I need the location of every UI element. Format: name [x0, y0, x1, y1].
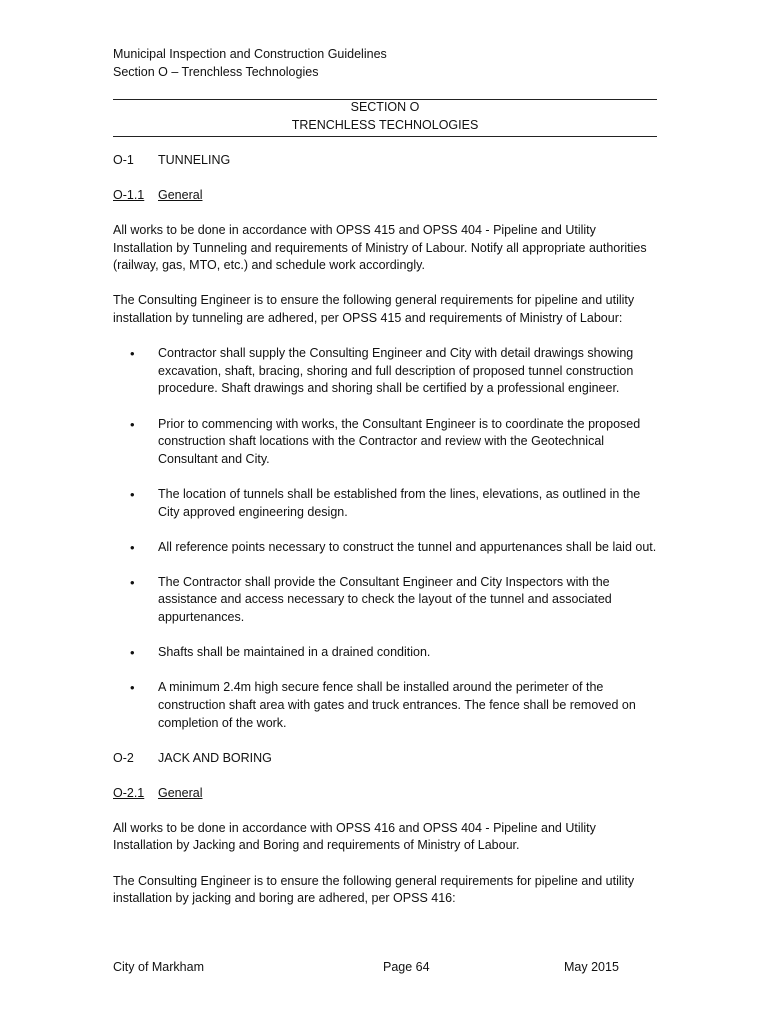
section-title [113, 99, 657, 134]
document-body [113, 152, 658, 925]
list-item [113, 644, 658, 662]
footer-date: May 2015 [564, 960, 619, 974]
bullet-icon: • [130, 680, 135, 696]
footer-page-number: Page 64 [383, 960, 430, 974]
subheading-o1-1-number: O-1.1 [113, 188, 145, 202]
o1-paragraph-1: All works to be done in accordance with OPSS 415 and OPSS 404 - Pipeline and Utility Installation by Tunneling and requirements of Ministry of Labour. Notify all appropriate authorities (railway, gas, MTO, etc.) and schedule work accordingly. [113, 223, 647, 273]
heading-o1-title: TUNNELING [158, 153, 231, 167]
heading-o2-number: O-2 [113, 750, 134, 765]
running-header [113, 46, 658, 81]
list-item [113, 345, 658, 398]
footer-organization: City of Markham [113, 960, 204, 974]
heading-o1-number: O-1 [113, 153, 134, 167]
document-page [113, 0, 658, 1024]
header-title: Municipal Inspection and Construction Guidelines [113, 47, 387, 61]
subheading-o1-1-title: General [158, 188, 203, 202]
subheading-o2-1-title: General [158, 785, 203, 800]
list-item [113, 574, 658, 627]
subheading-o1-1 [113, 187, 658, 205]
heading-o2-title: JACK AND BORING [158, 750, 272, 765]
list-item-text: A minimum 2.4m high secure fence shall be installed around the perimeter of the construction shaft area with gates and truck entrances. The fence shall be removed on completion of the work. [158, 680, 636, 730]
list-item [113, 679, 658, 732]
header-section: Section O – Trenchless Technologies [113, 64, 319, 79]
list-item [113, 486, 658, 521]
list-item-text: Prior to commencing with works, the Consultant Engineer is to coordinate the proposed construction shaft locations with the Contractor and review with the Geotechnical Consultant and City. [158, 416, 641, 466]
bullet-icon: • [130, 416, 135, 432]
o1-bullet-list [113, 345, 658, 732]
bullet-icon: • [130, 574, 135, 590]
list-item-text: All reference points necessary to construct the tunnel and appurtenances shall be laid out. [158, 539, 657, 554]
bottom-rule [113, 136, 657, 137]
section-title-line2: TRENCHLESS TECHNOLOGIES [291, 117, 479, 132]
section-title-line1: SECTION O [350, 100, 420, 114]
bullet-icon: • [130, 645, 135, 661]
subheading-o2-1 [113, 785, 658, 803]
subheading-o2-1-number: O-2.1 [113, 785, 145, 800]
bullet-icon: • [130, 486, 135, 502]
bullet-icon: • [130, 539, 135, 555]
o1-paragraph-2: The Consulting Engineer is to ensure the following general requirements for pipeline and utility installation by tunneling are adhered, per OPSS 415 and requirements of Ministry of Labour: [113, 293, 635, 325]
list-item [113, 539, 658, 557]
list-item-text: Shafts shall be maintained in a drained condition. [158, 645, 431, 660]
bullet-icon: • [130, 346, 135, 362]
o2-paragraph-1: All works to be done in accordance with OPSS 416 and OPSS 404 - Pipeline and Utility Installation by Jacking and Boring and requirements of Ministry of Labour. [113, 820, 596, 853]
heading-o2 [113, 750, 658, 768]
page-footer [113, 959, 658, 977]
list-item-text: Contractor shall supply the Consulting Engineer and City with detail drawings showing excavation, shaft, bracing, shoring and full description of proposed tunnel construction procedure. Shaft drawings and shoring shall be certified by a professional engineer. [158, 346, 634, 396]
list-item-text: The location of tunnels shall be established from the lines, elevations, as outlined in the City approved engineering design. [158, 486, 641, 519]
list-item-text: The Contractor shall provide the Consultant Engineer and City Inspectors with the assistance and access necessary to check the layout of the tunnel and associated appurtenances. [158, 574, 612, 625]
list-item [113, 416, 658, 469]
heading-o1 [113, 152, 658, 170]
o2-paragraph-2: The Consulting Engineer is to ensure the following general requirements for pipeline and utility installation by jacking and boring are adhered, per OPSS 416: [113, 873, 635, 906]
